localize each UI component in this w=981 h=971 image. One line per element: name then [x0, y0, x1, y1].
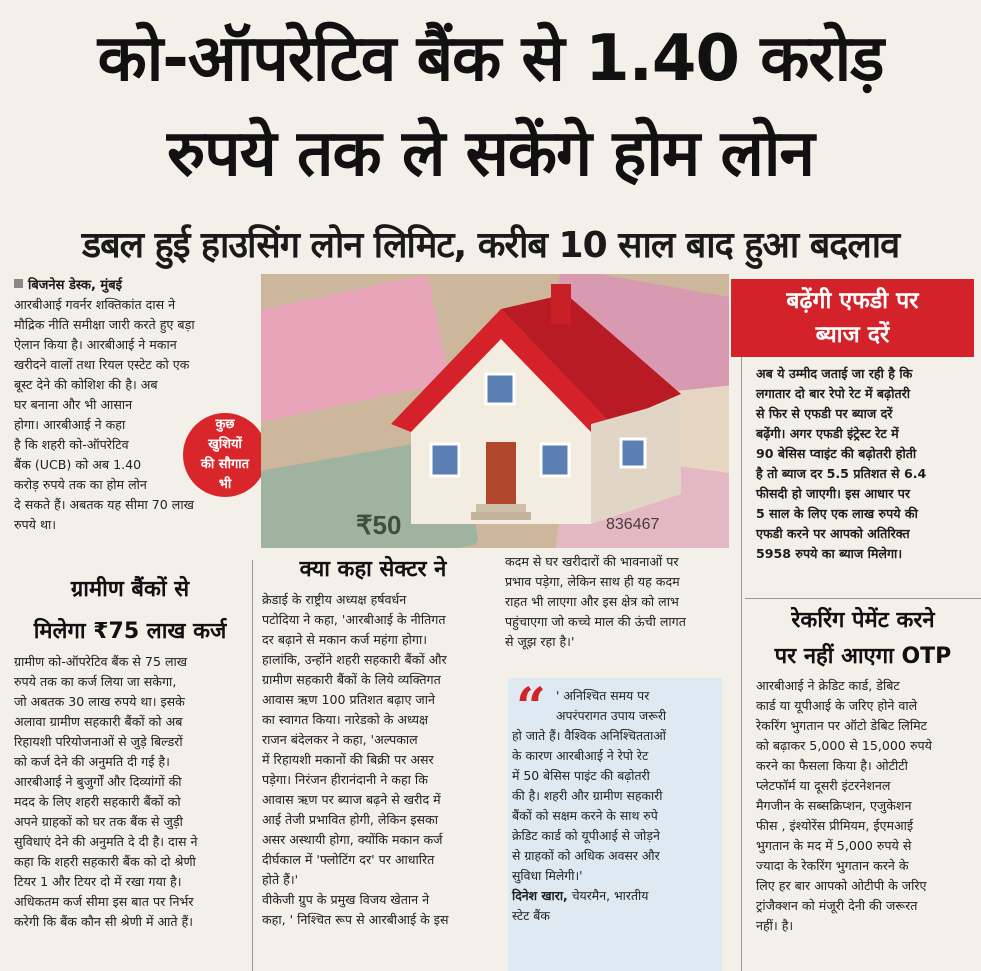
quote-text [512, 677, 718, 886]
otp-body [756, 676, 974, 936]
text-line: में रिहायशी मकानों की बिक्री पर असर [262, 752, 434, 767]
text-line: राहत भी लाएगा और इस क्षेत्र को लाभ [505, 594, 679, 609]
text-line: जो अबतक 30 लाख रुपये था। इसके [14, 694, 185, 709]
text-line: से फिर से एफडी पर ब्याज दरें [756, 406, 893, 421]
headline-line-1: को-ऑपरेटिव बैंक से 1.40 करोड़ [97, 22, 884, 96]
text-line: दर बढ़ाने से मकान कर्ज महंगा होगा। [262, 632, 428, 647]
text-line: फीसदी हो जाएगी। इस आधार पर [756, 486, 911, 501]
text-line: बैंक (UCB) को अब 1.40 [14, 457, 142, 472]
text-line: रुपये था। [14, 517, 57, 532]
text-line: दे सकते हैं। अबतक यह सीमा 70 लाख [14, 497, 194, 512]
text-line: को बढ़ाकर 5,000 से 15,000 रुपये [756, 738, 932, 753]
quote-mark-icon: “ [516, 677, 546, 738]
text-line: पड़ेगा। निरंजन हीरानंदानी ने कहा कि [262, 772, 428, 787]
text-line: ग्रामीण को-ऑपरेटिव बैंक से 75 लाख [14, 654, 188, 669]
otp-heading-2: पर नहीं आएगा OTP [774, 644, 952, 669]
text-line: प्रभाव पड़ेगा, लेकिन साथ ही यह कदम [505, 574, 680, 589]
quote-author: दिनेश खारा, चेयरमैन, भारतीय स्टेट बैंक [512, 888, 649, 923]
text-line: बूस्ट देने की कोशिश की है। अब [14, 377, 158, 392]
text-line: पटोदिया ने कहा, 'आरबीआई के नीतिगत [262, 612, 446, 627]
text-line: एफडी करने पर आपको अतिरिक्त [756, 526, 910, 541]
headline-line-2: रुपये तक ले सकेंगे होम लोन [167, 117, 814, 191]
text-line: सुविधा मिलेगी।' [512, 868, 583, 883]
text-line: करेगी कि बैंक कौन सी श्रेणी में आते हैं। [14, 914, 194, 929]
house-on-money-photo [261, 274, 729, 548]
text-line: क्रेडिट कार्ड को यूपीआई से जोड़ने [512, 828, 660, 843]
text-line: 5 साल के लिए एक लाख रुपये की [756, 506, 918, 521]
text-line: दीर्घकाल में 'फ्लोटिंग दर' पर आधारित [262, 852, 435, 867]
house-illustration [261, 274, 729, 548]
text-line: हो जाते हैं। वैश्विक अनिश्चितताओं [512, 728, 666, 743]
text-line: से ग्राहकों को अधिक अवसर और [512, 848, 660, 863]
text-line: लिए हर बार आपको ओटीपी के जरिए [756, 878, 927, 893]
otp-heading-1: रेकरिंग पेमेंट करने [791, 608, 935, 633]
text-line: कदम से घर खरीदारों की भावनाओं पर [505, 554, 679, 569]
text-line: ग्रामीण सहकारी बैंकों के लिये व्यक्तिगत [262, 672, 441, 687]
text-line: ज्यादा के रेकरिंग भुगतान करने के [756, 858, 909, 873]
text-line: से जूझ रहा है।' [505, 634, 575, 649]
text-line: टियर 1 और टियर दो में रखा गया है। [14, 874, 182, 889]
column-divider [252, 560, 253, 971]
section-head-rural-1: ग्रामीण बैंकों से [70, 577, 190, 602]
text-line: 5958 रुपये का ब्याज मिलेगा। [756, 546, 903, 561]
text-line: आरबीआई गवर्नर शक्तिकांत दास ने [14, 297, 176, 312]
text-line: आरबीआई ने बुजुर्गों और दिव्यांगों की [14, 774, 182, 789]
text-line: मदद के लिए शहरी सहकारी बैंकों को [14, 794, 181, 809]
text-line: घर बनाना और भी आसान [14, 397, 133, 412]
text-line: में 50 बेसिस पाइंट की बढ़ोतरी [512, 768, 650, 783]
text-line: नहीं। है। [756, 918, 794, 933]
text-line: ट्रांजैक्शन को मंजूरी देनी की जरूरत [756, 898, 918, 913]
column-1-section-body [14, 652, 246, 932]
column-2-body [262, 590, 494, 930]
red-badge: कुछ खुशियों की सौगात भी [180, 410, 270, 500]
subheadline: डबल हुई हाउसिंग लोन लिमिट, करीब 10 साल बाद हुआ बदलाव [81, 225, 900, 266]
text-line: हालांकि, उन्होंने शहरी सहकारी बैंकों और [262, 652, 447, 667]
text-line: रुपये तक का कर्ज लिया जा सकेगा, [14, 674, 177, 689]
text-line: है कि शहरी को-ऑपरेटिव [14, 437, 129, 452]
text-line: का स्वागत किया। नारेडको के अध्यक्ष [262, 712, 429, 727]
text-line: असर अस्थायी होगा, क्योंकि मकान कर्ज [262, 832, 443, 847]
text-line: आवास ऋण 100 प्रतिशत बढ़ाए जाने [262, 692, 436, 707]
section-head-rural-2: मिलेगा ₹75 लाख कर्ज [33, 619, 227, 644]
text-line: सुविधाएं देने की अनुमति दे दी है। दास ने [14, 834, 198, 849]
text-line: 90 बेसिस प्वाइंट की बढ़ोतरी होती [756, 446, 917, 461]
text-line: के कारण आरबीआई ने रेपो रेट [512, 748, 649, 763]
dateline: बिजनेस डेस्क, मुंबई [14, 277, 244, 295]
section-rule [745, 598, 981, 599]
fd-rate-banner: बढ़ेंगी एफडी पर ब्याज दरें [731, 279, 974, 357]
text-line: अलावा ग्रामीण सहकारी बैंकों को अब [14, 714, 183, 729]
text-line: आई तेजी प्रभावित होगी, लेकिन इसका [262, 812, 438, 827]
text-line: मैगजीन के सब्सक्रिप्शन, एजुकेशन [756, 798, 912, 813]
text-line: आवास ऋण पर ब्याज बढ़ने से खरीद में [262, 792, 441, 807]
text-line: फीस , इंश्योरेंस प्रीमियम, ईएमआई [756, 818, 914, 833]
text-line: की है। शहरी और ग्रामीण सहकारी [512, 788, 663, 803]
column-3-body [505, 552, 730, 652]
text-line: आरबीआई ने क्रेडिट कार्ड, डेबिट [756, 678, 900, 693]
text-line: प्लेटफॉर्म या दूसरी इंटरनेशनल [756, 778, 891, 793]
text-line: अपरंपरागत उपाय जरूरी [556, 708, 667, 723]
text-line: बैंकों को सक्षम करने के साथ रुपे [512, 808, 658, 823]
svg-text:₹50: ₹50 [356, 510, 402, 540]
sector-heading: क्या कहा सेक्टर ने [299, 557, 447, 582]
text-line: बढ़ेंगी। अगर एफडी इंट्रेस्ट रेट में [756, 426, 899, 441]
fd-body [756, 364, 974, 564]
text-line: ऐलान किया है। आरबीआई ने मकान [14, 337, 177, 352]
svg-text:836467: 836467 [606, 516, 660, 533]
text-line: रेकरिंग भुगतान पर ऑटो डेबिट लिमिट [756, 718, 927, 733]
column-divider-right [741, 357, 742, 971]
text-line: वीकेजी ग्रुप के प्रमुख विजय खेतान ने [262, 892, 430, 907]
text-line: होते हैं।' [262, 872, 299, 887]
text-line: अब ये उम्मीद जताई जा रही है कि [756, 366, 913, 381]
text-line: ' अनिश्चित समय पर [556, 688, 650, 703]
text-line: है तो ब्याज दर 5.5 प्रतिशत से 6.4 [756, 466, 927, 481]
text-line: पहुंचाएगा जो कच्चे माल की ऊंची लागत [505, 614, 686, 629]
text-line: मौद्रिक नीति समीक्षा जारी करते हुए बड़ा [14, 317, 195, 332]
text-line: लगातार दो बार रेपो रेट में बढ़ोतरी [756, 386, 911, 401]
text-line: अधिकतम कर्ज सीमा इस बात पर निर्भर [14, 894, 194, 909]
text-line: खरीदने वालों तथा रियल एस्टेट को एक [14, 357, 190, 372]
text-line: को कर्ज देने की अनुमति दी गई है। [14, 754, 170, 769]
text-line: कार्ड या यूपीआई के जरिए होने वाले [756, 698, 918, 713]
text-line: होगा। आरबीआई ने कहा [14, 417, 126, 432]
text-line: कहा कि शहरी सहकारी बैंक को दो श्रेणी [14, 854, 196, 869]
text-line: कहा, ' निश्चित रूप से आरबीआई के इस [262, 912, 449, 927]
text-line: भुगतान के मद में 5,000 रुपये से [756, 838, 912, 853]
text-line: करने का फैसला किया है। ओटीटी [756, 758, 908, 773]
text-line: अपने ग्राहकों को घर तक बैंक से जुड़ी [14, 814, 183, 829]
text-line: राजन बंदेलकर ने कहा, 'अल्पकाल [262, 732, 418, 747]
text-line: करोड़ रुपये तक का होम लोन [14, 477, 147, 492]
text-line: क्रेडाई के राष्ट्रीय अध्यक्ष हर्षवर्धन [262, 592, 407, 607]
text-line: रिहायशी परियोजनाओं से जुड़े बिल्डरों [14, 734, 183, 749]
